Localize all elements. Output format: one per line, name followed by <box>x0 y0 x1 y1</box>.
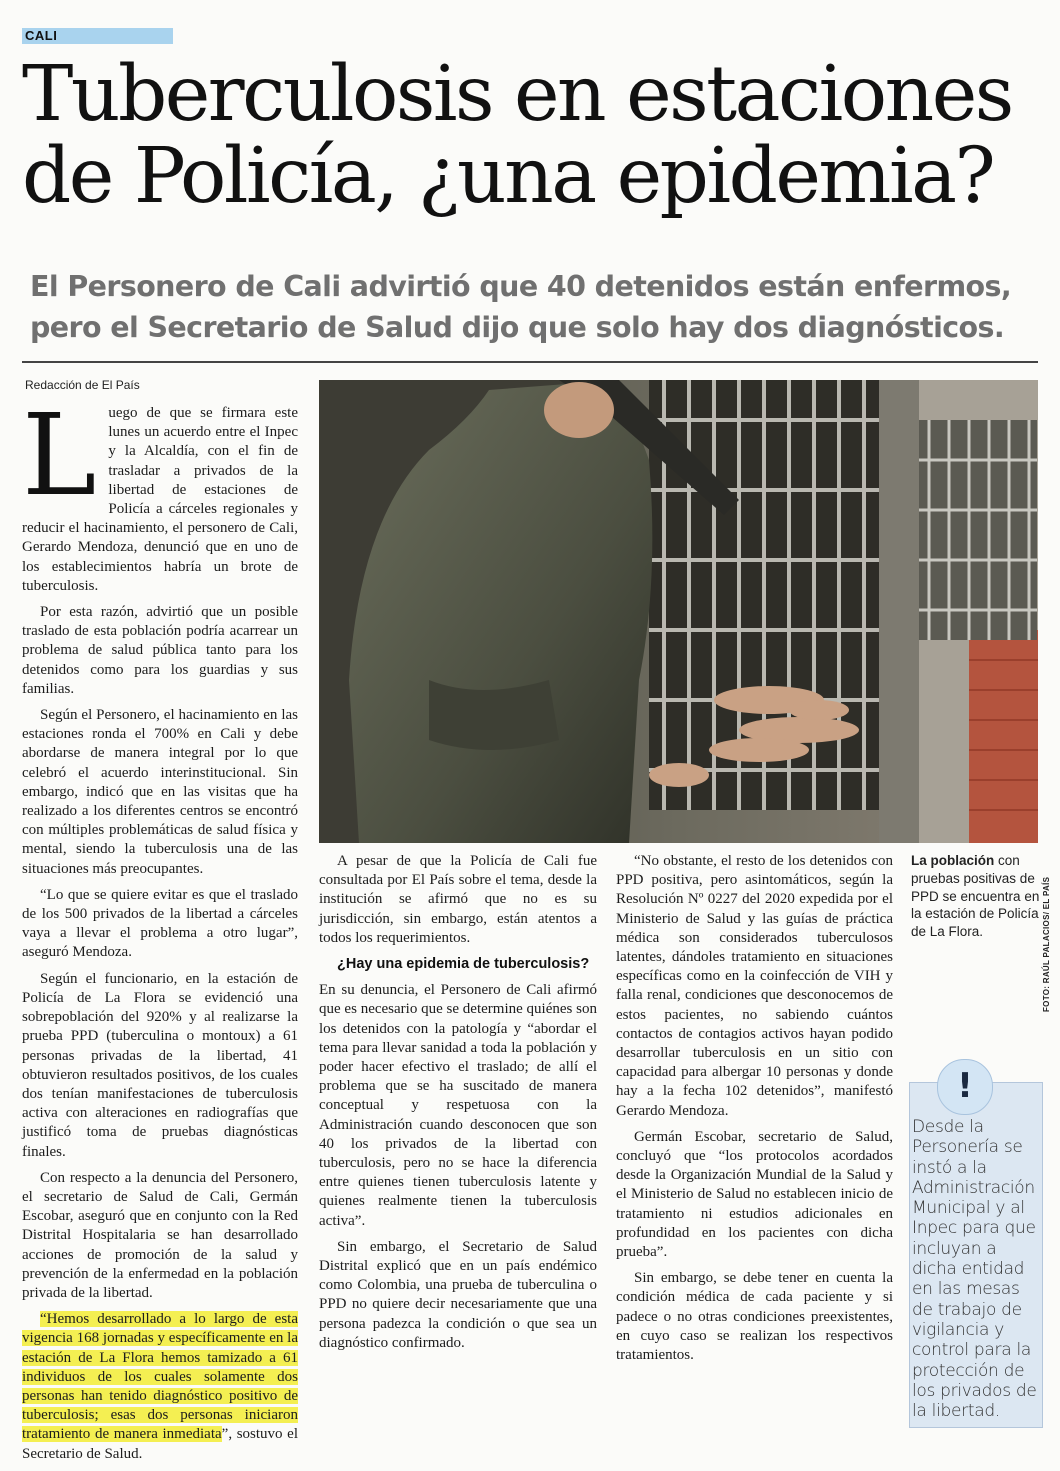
subheadline <box>30 266 1040 348</box>
photo-credit <box>1040 844 1054 1014</box>
article-column-3 <box>616 852 893 1372</box>
article-column-1 <box>22 391 299 1471</box>
exclamation-icon <box>937 1059 993 1115</box>
photo-credit-text: FOTO: RAÚL PALACIOS/ EL PAÍS <box>1042 876 1051 1012</box>
sidebar-box <box>909 1066 1043 1428</box>
paragraph-8: A pesar de que la Policía de Cali fue consultada por El País sobre el tema, desde la institución se afirmó que no es su jurisdicción, sin embargo, están atentos a todos los requerimientos. <box>319 853 597 946</box>
byline: Redacción de El País <box>25 378 140 392</box>
subheadline-line-1: El Personero de Cali advirtió que 40 detenidos están enfermos, <box>30 270 1012 303</box>
headline-line-1: Tuberculosis en estaciones <box>22 50 1012 139</box>
caption-lead: La población <box>911 853 995 868</box>
sidebar-text: Desde la Personería se instó a la Administración Municipal y al Inpec para que incluyan a dicha entidad en las mesas de trabajo de vigilancia y control para la protección de los privados de la libertad. <box>912 1117 1037 1422</box>
paragraph-5: Según el funcionario, en la estación de Policía de La Flora se evidenció una sobrepoblación del 920% y al realizarse la prueba PPD (tuberculina o montoux) a 61 personas privadas de la libertad, 41 obtuvieron resultados positivos, de los cuales dos tenían manifestaciones de tuberculosis activa con alteraciones en radiografías que justificó toma de pruebas diagnósticas finales. <box>22 970 298 1160</box>
paragraph-10: Sin embargo, el Secretario de Salud Distrital explicó que en un país endémico como Colombia, una prueba de tuberculina o PPD no quiere decir necesariamente que una persona padezca la condición o que sea un diagnóstico confirmado. <box>319 1238 597 1351</box>
paragraph-1 <box>22 391 298 596</box>
paragraph-13: Sin embargo, se debe tener en cuenta la condición médica de cada paciente y si padece o no otras condiciones preexistentes, en cuyo caso se realizan los respectivos tratamientos. <box>616 1270 893 1364</box>
subheading: ¿Hay una epidemia de tuberculosis? <box>337 956 590 973</box>
caption-text: con pruebas positivas de PPD se encuentra en la estación de Policía de La Flora. <box>911 853 1040 940</box>
article-photo <box>319 380 1038 843</box>
paragraph-11: “No obstante, el resto de los detenidos con PPD positiva, pero asintomáticos, según la Resolución Nº 0227 del 2020 expedida por el Ministerio de Salud y las guías de práctica médica son considerados tuberculosos latentes, dándoles tratamiento en situaciones específicas como en la coinfección de VIH y falla renal, condiciones que desconocemos de estos pacientes, no sabiendo cuántos contactos de contagios activos hayan podido desarrollar tuberculosis en un sitio con capacidad para albergar 10 personas y donde hay a la fecha 102 detenidos”, manifestó Gerardo Mendoza. <box>616 853 893 1119</box>
paragraph-9: En su denuncia, el Personero de Cali afirmó que es necesario que se determine quiénes son los detenidos con la patología y “abordar el tema para llevar sanidad a toda la población y poder hacer efectivo el traslado; de allí el problema que se ha suscitado de manera conceptual y respetuosa con la Administración cuando desconocen que son 40 los privados de la libertad con tuberculosis, pero no se hace la diferencia entre quienes tienen tuberculosis latente y quienes realmente tienen la tuberculosis activa”. <box>319 982 597 1229</box>
divider-rule <box>22 361 1038 363</box>
headline-line-2: de Policía, ¿una epidemia? <box>22 132 994 221</box>
paragraph-4: “Lo que se quiere evitar es que el traslado de los 500 privados de la libertad a cárceles vaya a llevar el problema a otro lugar”, aseguró Mendoza. <box>22 886 298 961</box>
subheadline-line-2: pero el Secretario de Salud dijo que solo hay dos diagnósticos. <box>30 311 1005 344</box>
quote-attribution: ”, sostuvo el Secretario de Salud. <box>22 1426 299 1462</box>
dropcap: L <box>22 391 97 521</box>
photo-caption <box>911 852 1041 941</box>
section-tag: CALI <box>22 28 173 44</box>
paragraph-12: Germán Escobar, secretario de Salud, concluyó que “los protocolos acordados desde la Organización Mundial de la Salud y el Ministerio de Salud no establecen inicio de tratamiento ni estudios adicionales en profundidad en los pacientes con dicha prueba”. <box>616 1128 893 1261</box>
paragraph-1-text: uego de que se firmara este lunes un acuerdo entre el Inpec y la Alcaldía, con el fin de trasladar a privados de la libertad de estaciones de Policía a cárceles regionales y reducir el hacinamiento, el personero de Cali, Gerardo Mendoza, denunció que en uno de los establecimientos habría un brote de tuberculosis. <box>22 405 298 594</box>
paragraph-3: Según el Personero, el hacinamiento en las estaciones ronda el 700% en Cali y debe abordarse de manera integral por lo que celebró el acuerdo interinstitucional. Sin embargo, indicó que en las visitas que ha realizado a los diferentes centros se encontró con múltiples problemáticas de salud física y mental, siendo la tuberculosis una de las situaciones más preocupantes. <box>22 707 298 877</box>
highlighted-quote: “Hemos desarrollado a lo largo de esta vigencia 168 jornadas y específicamente en la estación de La Flora hemos tamizado a 61 individuos de los cuales solamente dos personas han tenido diagnóstico positivo de tuberculosis; esas dos personas iniciaron tratamiento de manera inmediata <box>22 1311 298 1443</box>
headline <box>22 50 1052 221</box>
exclamation-symbol: ! <box>957 1066 973 1106</box>
article-column-2 <box>319 852 597 1360</box>
paragraph-7 <box>22 1310 298 1464</box>
paragraph-2: Por esta razón, advirtió que un posible traslado de esta población podría acarrear un problema de salud pública tanto para los detenidos como para los guardias y sus familias. <box>22 604 298 697</box>
paragraph-6: Con respecto a la denuncia del Personero, el secretario de Salud de Cali, Germán Escobar, aseguró que en conjunto con la Red Distrital Hospitalaria se han desarrollado acciones de promoción de la salud y prevención de la enfermedad en la población privada de la libertad. <box>22 1169 298 1301</box>
